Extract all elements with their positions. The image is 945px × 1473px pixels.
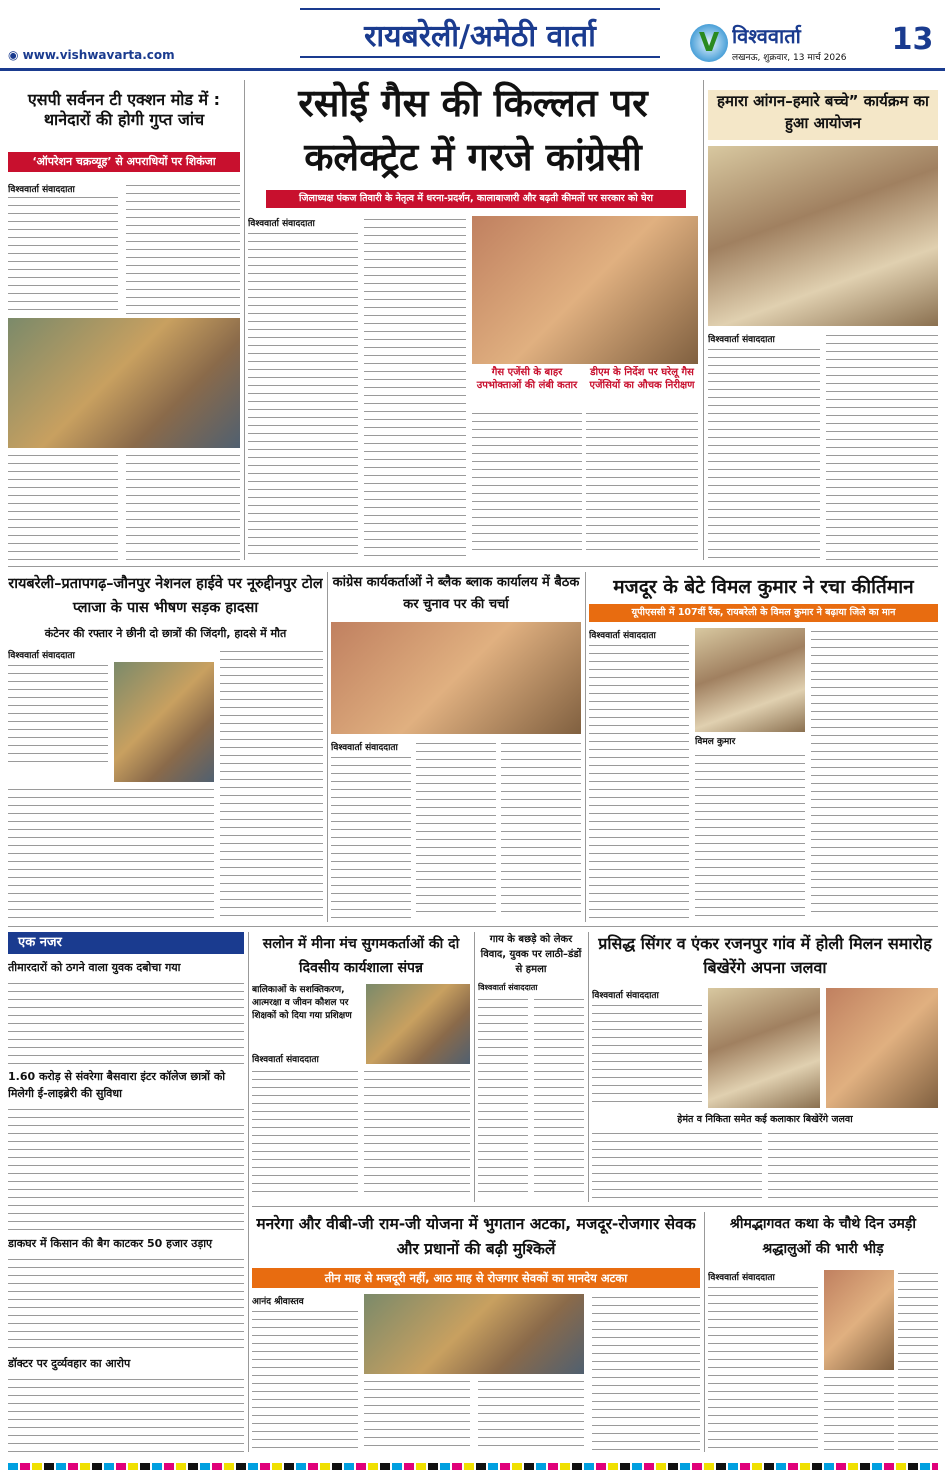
body-col-2 [220, 648, 323, 918]
globe-icon: ◉ [8, 48, 19, 62]
section-divider [8, 926, 938, 927]
byline: विश्ववार्ता संवाददाता [478, 983, 538, 992]
pullquote: बालिकाओं के सशक्तिकरण, आत्मरक्षा व जीवन कौशल पर शिक्षकों को दिया गया प्रशिक्षण [252, 985, 352, 1021]
headline: हमारा आंगन–हमारे बच्चे” कार्यक्रम का हुआ आयोजन [708, 90, 938, 140]
headline: प्रसिद्ध सिंगर व एंकर रजनपुर गांव में होली मिलन समारोह बिखेरेंगे अपना जलवा [598, 934, 932, 977]
body-col-1 [331, 754, 411, 918]
section-divider [8, 566, 938, 567]
headline: श्रीमद्भागवत कथा के चौथे दिन उमड़ी श्रद्धालुओं की भारी भीड़ [729, 1216, 917, 1257]
article-sp-action [8, 90, 240, 560]
deck: यूपीएससी में 107वीं रैंक, रायबरेली के विमल कुमार ने बढ़ाया जिले का मान [589, 604, 938, 622]
body-col-4 [126, 452, 240, 560]
dateline: लखनऊ, शुक्रवार, 13 मार्च 2026 [732, 53, 847, 63]
body-col-2 [898, 1270, 938, 1452]
column-divider [474, 932, 475, 1202]
photo-katha [824, 1270, 894, 1370]
article-gas [248, 76, 698, 564]
column-divider [327, 572, 328, 922]
section-label: एक नजर [8, 932, 244, 954]
body-col-1 [478, 996, 528, 1198]
brief1-body [8, 980, 244, 1064]
byline: विश्ववार्ता संवाददाता [8, 651, 75, 660]
photo-caption: हेमंत व निकिता समेत कई कलाकार बिखेरेंगे जलवा [677, 1114, 853, 1125]
article-congress-meeting [331, 572, 581, 922]
article-calf-dispute [478, 932, 584, 1202]
body-col-1 [248, 230, 358, 556]
headline: सलोन में मीना मंच सुगमकर्ताओं की दो दिवसीय कार्यशाला संपन्न [262, 936, 460, 976]
kicker: ‘ऑपरेशन चक्रव्यूह’ से अपराधियों पर शिकंजा [8, 152, 240, 172]
headline: मजदूर के बेटे विमल कुमार ने रचा कीर्तिमान [613, 576, 914, 598]
photo-singer [708, 988, 820, 1108]
byline: विश्ववार्ता संवाददाता [248, 219, 315, 228]
byline: विश्ववार्ता संवाददाता [8, 185, 75, 194]
bottom-rule [300, 56, 660, 58]
photo-accident-scene [114, 662, 214, 782]
column-divider [588, 932, 589, 1202]
photo-caption-1: गैस एजेंसी के बाहर उपभोक्ताओं की लंबी कतार [476, 367, 578, 391]
photo-vimal [695, 628, 805, 732]
brief2-body [8, 1106, 244, 1230]
article-ek-nazar [8, 932, 244, 1452]
brand-logo: V [690, 24, 728, 62]
body-col-1 [252, 1308, 358, 1452]
headline: गाय के बछड़े को लेकर विवाद, युवक पर लाठी–डंडों से हमला [480, 934, 582, 975]
article-salon [252, 932, 470, 1202]
body-col-1 [708, 1284, 818, 1452]
body-col-4 [586, 410, 698, 556]
body-col-1 [8, 662, 108, 768]
body-col-2 [592, 1130, 762, 1198]
body-col-3 [501, 740, 581, 918]
deck: तीन माह से मजदूरी नहीं, आठ माह से रोजगार सेवकों का मानदेय अटका [252, 1268, 700, 1288]
color-registration-bar [8, 1458, 938, 1470]
headline: कांग्रेस कार्यकर्ताओं ने ब्लैक ब्लाक कार्यालय में बैठक कर चुनाव पर की चर्चा [332, 575, 580, 612]
masthead [0, 0, 945, 66]
photo-sp-officer [8, 318, 240, 448]
body-col-3 [8, 786, 214, 918]
column-divider [704, 1212, 705, 1452]
photo-protest [472, 216, 698, 364]
article-bhagwat [708, 1212, 938, 1452]
column-divider [248, 932, 249, 1452]
article-holi [592, 932, 938, 1202]
body-col-3 [768, 1130, 938, 1198]
article-highway [8, 572, 323, 922]
deck: जिलाध्यक्ष पंकज तिवारी के नेतृत्व में धरना-प्रदर्शन, कालाबाजारी और बढ़ती कीमतों पर सरकार को घेरा [266, 190, 686, 208]
photo-caption-2: डीएम के निर्देश पर घरेलू गैस एजेंसियों का औचक निरीक्षण [589, 367, 695, 391]
section-title: रायबरेली/अमेठी वार्ता [364, 19, 596, 54]
website-link[interactable] [8, 48, 228, 64]
brief3-body [8, 1256, 244, 1352]
headline: रसोई गैस की किल्लत पर कलेक्ट्रेट में गरजे कांग्रेसी [298, 81, 648, 179]
section-divider [252, 1206, 938, 1207]
byline: विश्ववार्ता संवाददाता [708, 1273, 775, 1282]
column-divider [585, 572, 586, 922]
byline: विश्ववार्ता संवाददाता [252, 1055, 319, 1064]
brand-name: विश्ववार्ता [732, 24, 801, 48]
article-vimal [589, 572, 938, 922]
photo-mnrega-site [364, 1294, 584, 1374]
body-col-2 [695, 752, 805, 918]
body-col-2 [126, 182, 240, 314]
brief4-body [8, 1376, 244, 1452]
body-col-1 [8, 194, 118, 314]
column-divider [703, 80, 704, 560]
body-col-3 [472, 410, 582, 556]
photo-label: विमल कुमार [695, 737, 736, 747]
body-col-1 [252, 1068, 358, 1198]
body-col-2 [364, 216, 466, 556]
body-col-2 [826, 332, 938, 560]
byline: विश्ववार्ता संवाददाता [589, 631, 656, 640]
byline: विश्ववार्ता संवाददाता [331, 743, 398, 752]
brief4-headline: डॉक्टर पर दुर्व्यवहार का आरोप [8, 1357, 131, 1370]
photo-anchor [826, 988, 938, 1108]
body-col-1 [589, 642, 689, 918]
body-col-3 [824, 1374, 894, 1452]
headline: रायबरेली–प्रतापगढ़–जौनपुर नेशनल हाईवे पर नूरुद्दीनपुर टोल प्लाजा के पास भीषण सड़क हादसा [8, 576, 323, 616]
body-col-2 [364, 1378, 470, 1452]
body-col-4 [592, 1294, 700, 1452]
body-col-2 [534, 996, 584, 1198]
article-mnrega [252, 1212, 700, 1452]
subhead: कंटेनर की रफ्तार ने छीनी दो छात्रों की जिंदगी, हादसे में मौत [44, 627, 287, 640]
body-col-2 [416, 740, 496, 918]
top-rule [300, 8, 660, 10]
masthead-divider [0, 68, 945, 71]
byline: विश्ववार्ता संवाददाता [592, 991, 659, 1000]
body-col-3 [811, 628, 938, 918]
headline: मनरेगा और वीबी-जी राम-जी योजना में भुगतान अटका, मजदूर-रोजगार सेवक और प्रधानों की बढ़ी मुश्किलें [256, 1215, 696, 1258]
photo-meeting [331, 622, 581, 734]
body-col-2 [364, 1068, 470, 1198]
body-col-3 [478, 1378, 584, 1452]
brief2-headline: 1.60 करोड़ से संवरेगा बैसवारा इंटर कॉलेज छात्रों को मिलेगी ई-लाइब्रेरी की सुविधा [8, 1070, 226, 1100]
headline: एसपी सर्वनन टी एक्शन मोड में : थानेदारों की होगी गुप्त जांच [27, 90, 221, 129]
column-divider [244, 80, 245, 560]
brief3-headline: डाकघर में किसान की बैग काटकर 50 हजार उड़ाए [8, 1237, 213, 1250]
byline: आनंद श्रीवास्तव [252, 1297, 304, 1306]
body-col-1 [708, 346, 820, 560]
website-url: www.vishwavarta.com [22, 48, 175, 62]
photo-workshop [366, 984, 470, 1064]
photo-children-event [708, 146, 938, 326]
article-aangan [708, 90, 938, 560]
body-col-3 [8, 452, 118, 560]
body-col-1 [592, 1002, 702, 1106]
page-number: 13 [891, 22, 934, 57]
brief1-headline: तीमारदारों को ठगने वाला युवक दबोचा गया [8, 961, 181, 974]
byline: विश्ववार्ता संवाददाता [708, 335, 775, 344]
